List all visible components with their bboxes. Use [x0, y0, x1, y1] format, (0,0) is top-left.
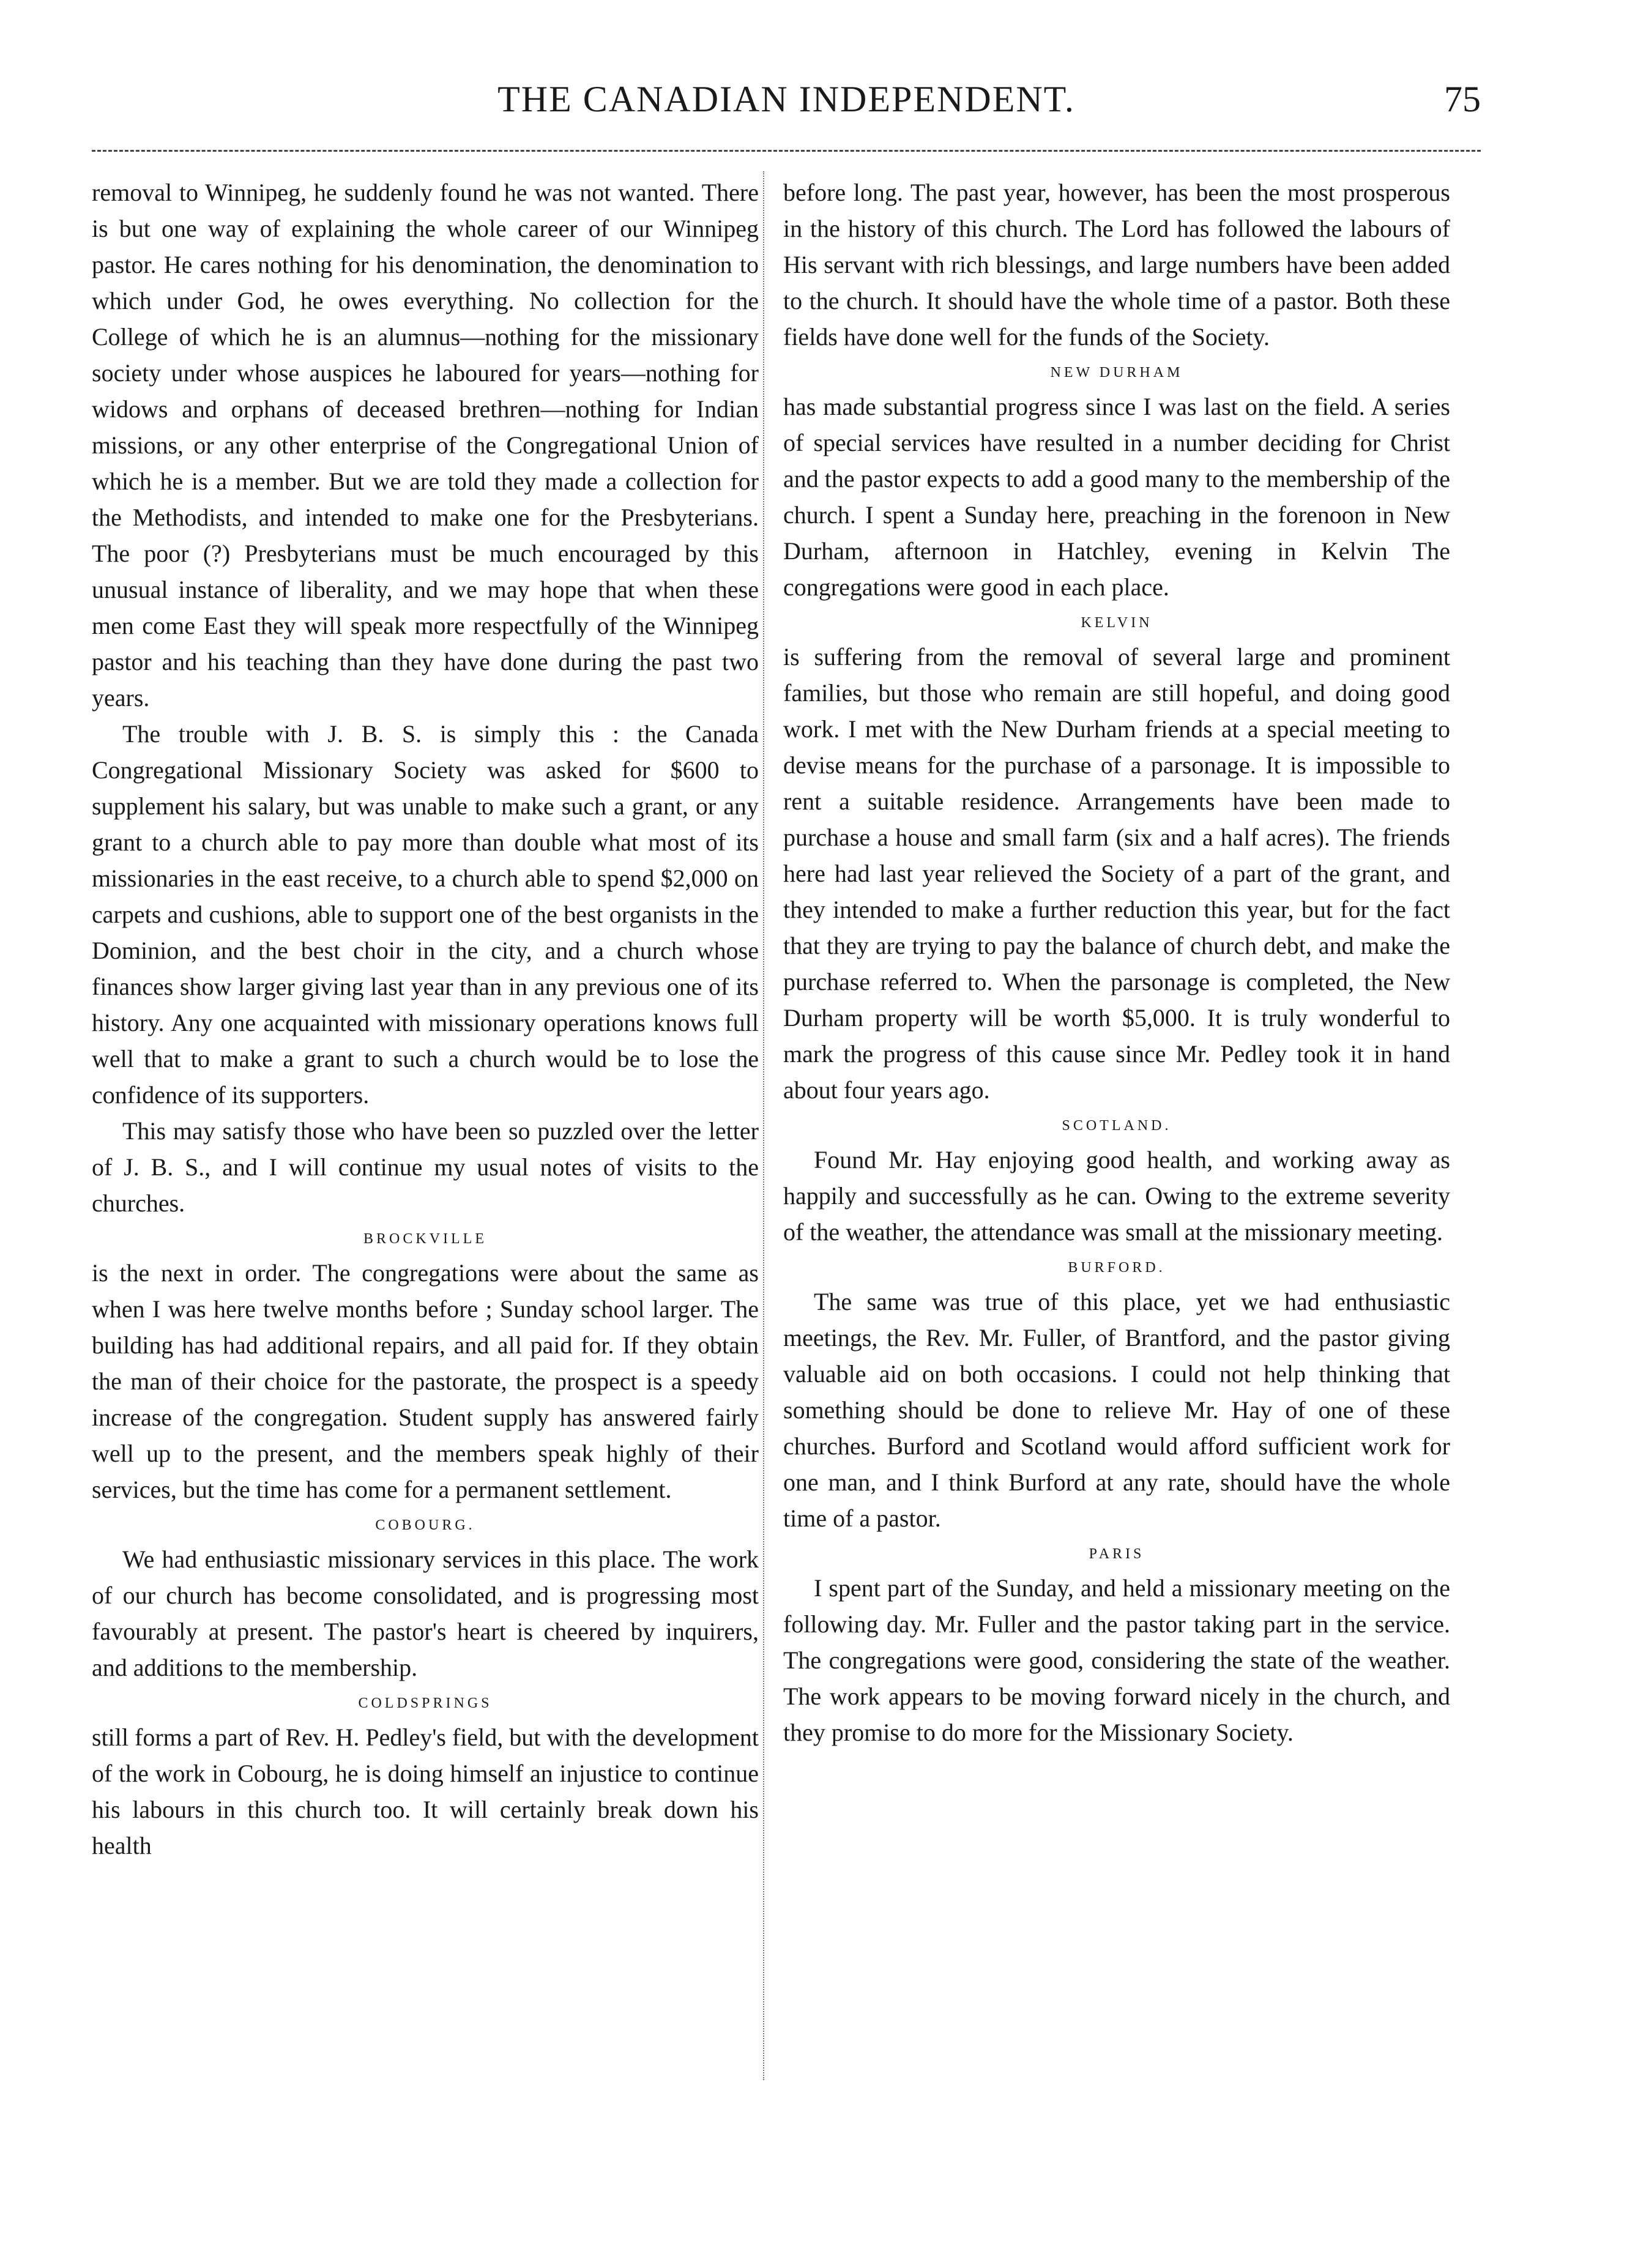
- paragraph-jbs-trouble: The trouble with J. B. S. is simply this : the Canada Congregational Missionary Society was asked for $600 to supplement his salary, but was unable to make such a grant, or any grant to a church able to pay more than double what most of its missionaries in the east receive, to a church able to spend $2,000 on carpets and cushions, able to support one of the best organists in the Dominion, and the best choir in the city, and a church whose finances show larger giving last year than in any previous one of its history. Any one acquainted with missionary operations knows full well that to make a grant to such a church would be to lose the confidence of its supporters.: [92, 720, 759, 1109]
- paragraph-coldsprings-continued: before long. The past year, however, has been the most prosperous in the history of this church. The Lord has followed the labours of His servant with rich blessings, and large numbers have been added to the church. It should have the whole time of a pastor. Both these fields have done well for the funds of the Society.: [783, 179, 1450, 351]
- section-heading-paris: PARIS: [1089, 1546, 1145, 1562]
- header-rule: [92, 150, 1481, 152]
- paragraph-burford: The same was true of this place, yet we had enthusiastic meetings, the Rev. Mr. Fuller, of Brantford, and the pastor giving valuable aid on both occasions. I could not help thinking that something should be done to relieve Mr. Hay of one of these churches. Burford and Scotland would afford sufficient work for one man, and I think Burford at any rate, should have the whole time of a pastor.: [783, 1288, 1450, 1532]
- section-heading-coldsprings: COLDSPRINGS: [358, 1695, 493, 1711]
- paragraph-paris: I spent part of the Sunday, and held a missionary meeting on the following day. Mr. Fuller and the pastor taking part in the service. The congregations were good, considering the state of the weather. The work appears to be moving forward nicely in the church, and they promise to do more for the Missionary Society.: [783, 1574, 1450, 1746]
- paragraph-cobourg: We had enthusiastic missionary services in this place. The work of our church has become consolidated, and is progressing most favourably at present. The pastor's heart is cheered by inquirers, and additions to the membership.: [92, 1545, 759, 1681]
- right-column: [783, 174, 1450, 1750]
- publication-title: THE CANADIAN INDEPENDENT.: [497, 79, 1075, 119]
- section-heading-brockville: BROCKVILLE: [363, 1231, 487, 1247]
- left-column: [92, 174, 759, 1864]
- paragraph-kelvin: is suffering from the removal of several large and prominent families, but those who remain are still hopeful, and doing good work. I met with the New Durham friends at a special meeting to devise means for the purchase of a parsonage. It is impossible to rent a suitable residence. Arrangements have been made to purchase a house and small farm (six and a half acres). The friends here had last year relieved the Society of a part of the grant, and they intended to make a further reduction this year, but for the fact that they are trying to pay the balance of church debt, and make the purchase referred to. When the parsonage is completed, the New Durham property will be worth $5,000. It is truly wonderful to mark the progress of this cause since Mr. Pedley took it in hand about four years ago.: [783, 643, 1450, 1104]
- section-heading-cobourg: COBOURG.: [375, 1517, 475, 1533]
- paragraph-coldsprings: still forms a part of Rev. H. Pedley's field, but with the development of the work in Cobourg, he is doing himself an injustice to continue his labours in this church too. It will certainly break down his health: [92, 1723, 759, 1859]
- column-divider: [763, 171, 764, 2080]
- section-heading-scotland: SCOTLAND.: [1062, 1118, 1172, 1134]
- page-header: [92, 78, 1481, 133]
- paragraph-continue-notes: This may satisfy those who have been so puzzled over the letter of J. B. S., and I will continue my usual notes of visits to the churches.: [92, 1117, 759, 1217]
- section-heading-new-durham: NEW DURHAM: [1050, 365, 1183, 381]
- paragraph-scotland: Found Mr. Hay enjoying good health, and working away as happily and successfully as he can. Owing to the extreme severity of the weather, the attendance was small at the missionary meeting.: [783, 1146, 1450, 1246]
- paragraph-winnipeg-pastor: removal to Winnipeg, he suddenly found he was not wanted. There is but one way of explaining the whole career of our Winnipeg pastor. He cares nothing for his denomination, the denomination to which under God, he owes everything. No collection for the College of which he is an alumnus—nothing for the missionary society under whose auspices he laboured for years—nothing for widows and orphans of deceased brethren—nothing for Indian missions, or any other enterprise of the Congregational Union of which he is a member. But we are told they made a collection for the Methodists, and intended to make one for the Presbyterians. The poor (?) Presbyterians must be much encouraged by this unusual instance of liberality, and we may hope that when these men come East they will speak more respectfully of the Winnipeg pastor and his teaching than they have done during the past two years.: [92, 179, 759, 712]
- section-heading-kelvin: KELVIN: [1081, 615, 1153, 631]
- paragraph-new-durham: has made substantial progress since I was last on the field. A series of special services have resulted in a number deciding for Christ and the pastor expects to add a good many to the membership of the church. I spent a Sunday here, preaching in the forenoon in New Durham, afternoon in Hatchley, evening in Kelvin The congregations were good in each place.: [783, 393, 1450, 601]
- page-number: 75: [1444, 79, 1481, 119]
- section-heading-burford: BURFORD.: [1068, 1260, 1166, 1276]
- paragraph-brockville: is the next in order. The congregations were about the same as when I was here twelve months before ; Sunday school larger. The building has had additional repairs, and all paid for. If they obtain the man of their choice for the pastorate, the prospect is a speedy increase of the congregation. Student supply has answered fairly well up to the present, and the members speak highly of their services, but the time has come for a permanent settlement.: [92, 1259, 759, 1503]
